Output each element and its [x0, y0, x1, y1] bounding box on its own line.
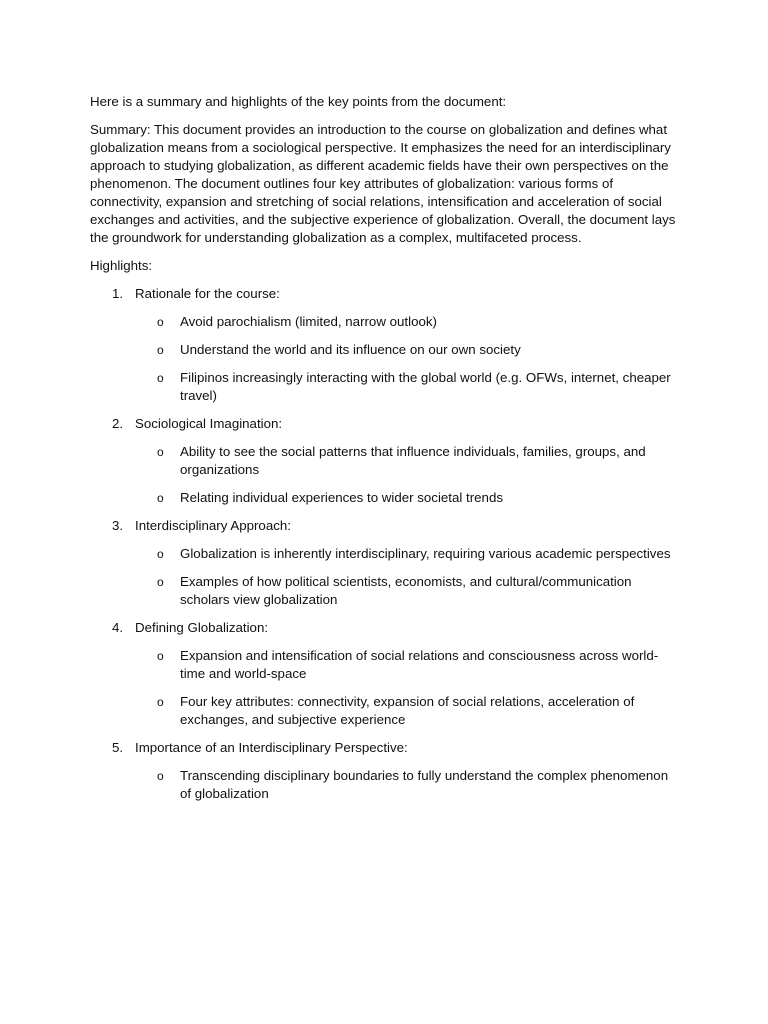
bullet-item: [90, 443, 678, 479]
bullet-item: [90, 647, 678, 683]
bullet-text: Transcending disciplinary boundaries to fully understand the complex phenomenon of globalization: [180, 768, 669, 801]
section-heading: [90, 285, 678, 303]
bullet-marker-icon: o: [157, 343, 164, 357]
highlights-list: [90, 285, 678, 803]
section-title: Importance of an Interdisciplinary Perspective:: [135, 740, 408, 755]
section-number: 1.: [112, 286, 124, 301]
bullet-item: [90, 341, 678, 359]
highlight-section: [90, 415, 678, 507]
section-title: Rationale for the course:: [135, 286, 280, 301]
bullet-marker-icon: o: [157, 649, 164, 663]
highlight-section: [90, 285, 678, 405]
section-number: 2.: [112, 416, 124, 431]
bullet-text: Filipinos increasingly interacting with the global world (e.g. OFWs, internet, cheaper travel): [180, 370, 671, 403]
section-heading: [90, 619, 678, 637]
bullet-item: [90, 545, 678, 563]
bullet-list: [90, 545, 678, 609]
highlight-section: [90, 739, 678, 803]
bullet-list: [90, 313, 678, 405]
highlights-heading: Highlights:: [90, 258, 153, 273]
intro-text: Here is a summary and highlights of the key points from the document:: [90, 94, 507, 109]
bullet-marker-icon: o: [157, 445, 164, 459]
bullet-text: Avoid parochialism (limited, narrow outlook): [180, 314, 437, 329]
bullet-text: Examples of how political scientists, economists, and cultural/communication scholars view globalization: [180, 574, 632, 607]
highlight-section: [90, 619, 678, 729]
bullet-item: [90, 693, 678, 729]
highlight-section: [90, 517, 678, 609]
bullet-text: Understand the world and its influence on our own society: [180, 342, 521, 357]
section-number: 4.: [112, 620, 124, 635]
bullet-list: [90, 443, 678, 507]
section-heading: [90, 415, 678, 433]
bullet-text: Four key attributes: connectivity, expansion of social relations, acceleration of exchanges, and subjective experience: [180, 694, 635, 727]
section-title: Interdisciplinary Approach:: [135, 518, 291, 533]
bullet-text: Globalization is inherently interdisciplinary, requiring various academic perspectives: [180, 546, 671, 561]
summary-paragraph: Summary: This document provides an introduction to the course on globalization and defines what globalization means from a sociological perspective. It emphasizes the need for an interdisciplinary approach to studying globalization, as different academic fields have their own perspectives on the phenomenon. The document outlines four key attributes of globalization: various forms of connectivity, expansion and stretching of social relations, intensification and acceleration of social exchanges and activities, and the subjective experience of globalization. Overall, the document lays the groundwork for understanding globalization as a complex, multifaceted process.: [90, 122, 676, 245]
bullet-text: Ability to see the social patterns that influence individuals, families, groups, and organizations: [180, 444, 646, 477]
section-heading: [90, 739, 678, 757]
section-heading: [90, 517, 678, 535]
bullet-marker-icon: o: [157, 547, 164, 561]
bullet-marker-icon: o: [157, 695, 164, 709]
section-number: 5.: [112, 740, 124, 755]
bullet-text: Relating individual experiences to wider societal trends: [180, 490, 503, 505]
bullet-item: [90, 369, 678, 405]
bullet-text: Expansion and intensification of social relations and consciousness across world-time and world-space: [180, 648, 659, 681]
bullet-marker-icon: o: [157, 371, 164, 385]
bullet-list: [90, 767, 678, 803]
bullet-item: [90, 573, 678, 609]
section-title: Defining Globalization:: [135, 620, 269, 635]
bullet-marker-icon: o: [157, 491, 164, 505]
bullet-item: [90, 489, 678, 507]
bullet-marker-icon: o: [157, 575, 164, 589]
bullet-list: [90, 647, 678, 729]
section-title: Sociological Imagination:: [135, 416, 283, 431]
bullet-item: [90, 767, 678, 803]
bullet-item: [90, 313, 678, 331]
bullet-marker-icon: o: [157, 315, 164, 329]
bullet-marker-icon: o: [157, 769, 164, 783]
section-number: 3.: [112, 518, 124, 533]
